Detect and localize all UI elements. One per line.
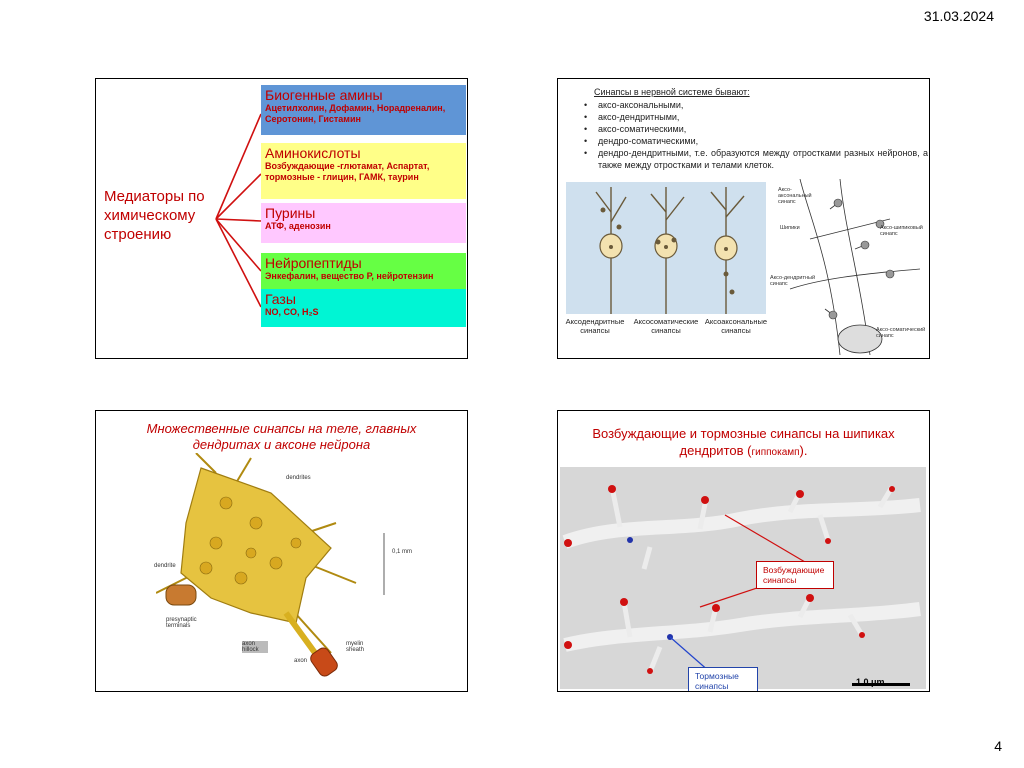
- group-neuropeptides: [261, 253, 466, 289]
- group-gases: [261, 289, 466, 327]
- list-item: • дендро-соматическими,: [598, 135, 928, 147]
- label-hillock: axon hillock: [242, 641, 268, 653]
- spine-synapses-title: [558, 425, 929, 461]
- group-items: АТФ, аденозин: [265, 221, 331, 231]
- label-axo-dendritic: Аксо-дендритный синапс: [770, 275, 816, 287]
- label-dendrites: dendrites: [286, 475, 311, 481]
- label-axo-axonal: Аксо-аксональный синапс: [778, 187, 812, 205]
- group-title: Пурины: [265, 205, 316, 221]
- multiple-synapses-title: Множественные синапсы на теле, главных дендритах и аксоне нейрона: [146, 421, 417, 452]
- date-label: 31.03.2024: [923, 8, 994, 24]
- group-items: Возбуждающие -глютамат, Аспартат, тормозные - глицин, ГАМК, таурин: [265, 161, 430, 182]
- caption-axosomatic: Аксосоматические синапсы: [633, 317, 699, 335]
- group-title: Нейропептиды: [265, 255, 362, 271]
- group-title: Газы: [265, 291, 296, 307]
- label-presynaptic: presynaptic terminals: [166, 617, 197, 629]
- list-item: • аксо-соматическими,: [598, 123, 928, 135]
- page-number: 4: [994, 738, 1002, 754]
- title-small: гиппокамп: [751, 447, 800, 458]
- label-spines: Шипики: [780, 225, 800, 231]
- label-dendrite: dendrite: [154, 563, 176, 569]
- slide-mediators: [95, 78, 468, 359]
- group-amino-acids: [261, 143, 466, 199]
- mediators-label: Медиаторы по химическому строению: [104, 188, 205, 243]
- list-item: • аксо-аксональными,: [598, 99, 928, 111]
- slide-spine-synapses: [557, 410, 930, 692]
- slide-synapse-types: [557, 78, 930, 359]
- caption-axodendritic: Аксодендритные синапсы: [565, 317, 625, 335]
- group-items: NO, CO, H₂S: [265, 307, 319, 317]
- label-scale: 0,1 mm: [392, 549, 413, 555]
- list-item: • дендро-дендритными, т.е. образуются между отростками разных нейронов, а также между отростками и телами клеток.: [598, 147, 928, 171]
- synapse-types-title: Синапсы в нервной системе бывают:: [594, 87, 750, 97]
- title-end: ).: [799, 443, 808, 458]
- group-biogenic-amines: [261, 85, 466, 135]
- label-axon: axon: [294, 658, 308, 664]
- title-main: Возбуждающие и тормозные синапсы на шипиках дендритов (: [592, 426, 895, 458]
- synapse-illustration: [566, 182, 766, 314]
- group-purines: [261, 203, 466, 243]
- label-myelin: myelin sheath: [346, 641, 365, 653]
- label-axo-spine: Аксо-шипиковый синапс: [880, 225, 923, 237]
- inhibitory-label: Тормозные синапсы: [688, 667, 758, 692]
- group-title: Биогенные амины: [265, 87, 383, 103]
- synapse-types-list: [578, 99, 928, 171]
- list-item: • аксо-дендритными,: [598, 111, 928, 123]
- caption-axoaxonal: Аксоаксональные синапсы: [704, 317, 768, 335]
- slide-multiple-synapses: [95, 410, 468, 692]
- excitatory-label: Возбуждающие синапсы: [756, 561, 834, 589]
- group-items: Энкефалин, вещество Р, нейротензин: [265, 271, 434, 281]
- dendrite-render: [560, 467, 926, 689]
- group-items: Ацетилхолин, Дофамин, Норадреналин, Серотонин, Гистамин: [265, 103, 446, 124]
- scale-bar-label: 1.0 μm: [856, 677, 885, 687]
- dendrite-image: [560, 467, 926, 689]
- group-title: Аминокислоты: [265, 145, 361, 161]
- label-axo-somatic: Аксо-соматический синапс: [876, 327, 926, 339]
